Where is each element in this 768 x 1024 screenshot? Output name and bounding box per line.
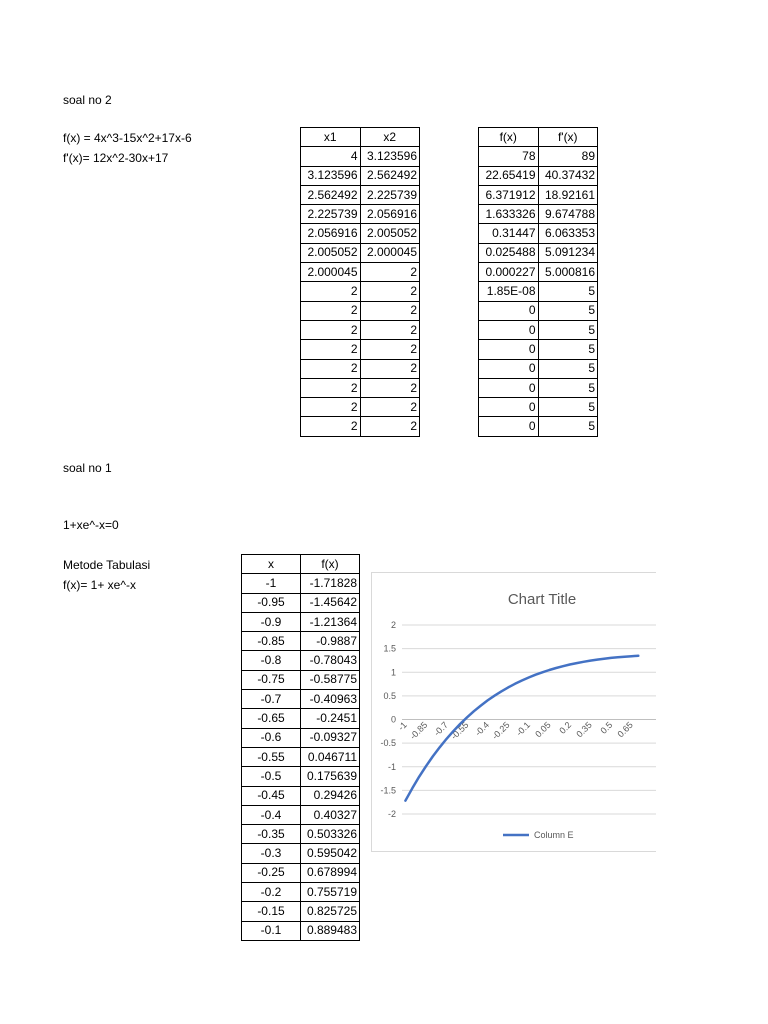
table-cell[interactable]: 2.562492 — [301, 185, 361, 204]
table-cell[interactable]: -0.2451 — [301, 709, 360, 728]
table-cell[interactable]: -0.6 — [242, 728, 301, 747]
table-row — [242, 709, 360, 728]
table-cell[interactable]: -0.75 — [242, 670, 301, 689]
table-cell[interactable]: 5 — [538, 359, 598, 378]
table-cell[interactable]: -0.15 — [242, 902, 301, 921]
table-row — [301, 301, 420, 320]
table-cell[interactable]: 0.000227 — [479, 263, 539, 282]
column-header: f'(x) — [538, 128, 598, 147]
table-cell[interactable]: -0.45 — [242, 786, 301, 805]
table-row — [479, 224, 598, 243]
table-cell[interactable]: 3.123596 — [360, 147, 420, 166]
soal2-label: soal no 2 — [63, 93, 112, 107]
table-row — [242, 612, 360, 631]
table-row — [479, 166, 598, 185]
x-tick-label: 0.2 — [557, 719, 574, 736]
table-row — [301, 359, 420, 378]
table-cell[interactable]: 0 — [479, 340, 539, 359]
table-row — [479, 263, 598, 282]
table-row — [242, 825, 360, 844]
table-cell[interactable]: 0.678994 — [301, 863, 360, 882]
table-row — [479, 398, 598, 417]
table-row — [479, 359, 598, 378]
table-cell[interactable]: -0.85 — [242, 632, 301, 651]
table-cell[interactable]: 2 — [360, 301, 420, 320]
table-cell[interactable]: 0.503326 — [301, 825, 360, 844]
table-cell[interactable]: -0.65 — [242, 709, 301, 728]
table-cell[interactable]: 2.562492 — [360, 166, 420, 185]
x1-x2-table — [300, 127, 420, 437]
table-cell[interactable]: 5 — [538, 340, 598, 359]
column-header: x — [242, 555, 301, 574]
x-tick-label: 0.05 — [533, 719, 553, 740]
table-cell[interactable]: 1.633326 — [479, 205, 539, 224]
x-tick-label: -0.85 — [407, 719, 430, 742]
fx-fprime-table — [478, 127, 598, 437]
table-cell[interactable]: 6.371912 — [479, 185, 539, 204]
table-cell[interactable]: 0 — [479, 378, 539, 397]
table-cell[interactable]: 0 — [479, 359, 539, 378]
table-cell[interactable]: 5 — [538, 378, 598, 397]
table-cell[interactable]: -0.9 — [242, 612, 301, 631]
table-row — [479, 205, 598, 224]
table-row — [301, 224, 420, 243]
table-cell[interactable]: 2 — [360, 359, 420, 378]
table-cell[interactable]: 2.005052 — [360, 224, 420, 243]
table-row — [242, 670, 360, 689]
chart-svg — [372, 573, 656, 852]
table-cell[interactable]: -0.2 — [242, 883, 301, 902]
table-cell[interactable]: -0.3 — [242, 844, 301, 863]
table-cell[interactable]: 2 — [360, 282, 420, 301]
y-tick-label: 1.5 — [383, 643, 396, 654]
table-cell[interactable]: 2 — [360, 340, 420, 359]
line-chart[interactable] — [371, 572, 656, 852]
table-cell[interactable]: -0.58775 — [301, 670, 360, 689]
table-cell[interactable]: 0 — [479, 417, 539, 436]
table-row — [301, 243, 420, 262]
table-cell[interactable]: -0.25 — [242, 863, 301, 882]
legend-label: Column E — [534, 830, 574, 840]
table-cell[interactable]: 0.595042 — [301, 844, 360, 863]
table-cell[interactable]: 2 — [360, 378, 420, 397]
table-cell[interactable]: -0.7 — [242, 690, 301, 709]
table-row — [242, 921, 360, 940]
table-cell[interactable]: -1.45642 — [301, 593, 360, 612]
x-tick-label: 0.35 — [574, 719, 594, 740]
table-cell[interactable]: 2.225739 — [360, 185, 420, 204]
x-tick-label: 0.5 — [598, 719, 615, 736]
table-row — [479, 282, 598, 301]
table-cell[interactable]: 0.40327 — [301, 805, 360, 824]
method-label: Metode Tabulasi — [63, 558, 151, 572]
table-row — [479, 340, 598, 359]
table-row — [242, 863, 360, 882]
table-cell[interactable]: 2 — [301, 398, 361, 417]
table-cell[interactable]: 5.000816 — [538, 263, 598, 282]
column-header: f(x) — [479, 128, 539, 147]
f-tab-definition: f(x)= 1+ xe^-x — [63, 578, 136, 592]
table-cell[interactable]: 1.85E-08 — [479, 282, 539, 301]
table-cell[interactable]: 4 — [301, 147, 361, 166]
column-header: x1 — [301, 128, 361, 147]
table-cell[interactable]: 0 — [479, 398, 539, 417]
table-row — [301, 205, 420, 224]
table-cell[interactable]: 2 — [360, 398, 420, 417]
table-cell[interactable]: 2.000045 — [360, 243, 420, 262]
table-row — [479, 147, 598, 166]
table-row — [242, 902, 360, 921]
table-row — [301, 320, 420, 339]
table-cell[interactable]: 5 — [538, 301, 598, 320]
table-cell[interactable]: 18.92161 — [538, 185, 598, 204]
table-cell[interactable]: 0.31447 — [479, 224, 539, 243]
table-row — [479, 417, 598, 436]
table-cell[interactable]: 2 — [301, 320, 361, 339]
table-cell[interactable]: -0.78043 — [301, 651, 360, 670]
table-cell[interactable]: -0.95 — [242, 593, 301, 612]
table-cell[interactable]: 5 — [538, 398, 598, 417]
table-cell[interactable]: 5 — [538, 320, 598, 339]
table-cell[interactable]: 78 — [479, 147, 539, 166]
y-tick-label: 1 — [390, 667, 396, 678]
table-row — [479, 185, 598, 204]
table-row — [242, 805, 360, 824]
table-row — [301, 263, 420, 282]
table-cell[interactable]: 2 — [301, 282, 361, 301]
y-tick-label: -2 — [387, 809, 396, 819]
y-tick-label: -0.5 — [380, 738, 396, 749]
table-cell[interactable]: -0.8 — [242, 651, 301, 670]
table-cell[interactable]: -0.5 — [242, 767, 301, 786]
table-cell[interactable]: 89 — [538, 147, 598, 166]
table-cell[interactable]: 2 — [360, 320, 420, 339]
y-tick-label: -1.5 — [380, 785, 396, 796]
x-tick-label: -0.7 — [431, 719, 450, 738]
table-row — [242, 728, 360, 747]
table-row — [301, 147, 420, 166]
table-cell[interactable]: 2 — [360, 263, 420, 282]
table-cell[interactable]: -1.71828 — [301, 574, 360, 593]
x-tick-label: -0.25 — [490, 719, 512, 742]
table-cell[interactable]: 2 — [301, 340, 361, 359]
tabulation-table — [241, 554, 360, 941]
table-cell[interactable]: 40.37432 — [538, 166, 598, 185]
table-row — [479, 243, 598, 262]
table-cell[interactable]: 0.025488 — [479, 243, 539, 262]
table-row — [242, 883, 360, 902]
table-row — [242, 747, 360, 766]
x-tick-label: 0.65 — [615, 719, 635, 740]
y-tick-label: -1 — [387, 761, 396, 772]
table-cell[interactable]: 6.063353 — [538, 224, 598, 243]
table-row — [479, 320, 598, 339]
table-row — [242, 651, 360, 670]
table-row — [301, 378, 420, 397]
table-cell[interactable]: 2.056916 — [360, 205, 420, 224]
table-row — [479, 301, 598, 320]
table-cell[interactable]: 2.005052 — [301, 243, 361, 262]
table-cell[interactable]: 0 — [479, 320, 539, 339]
table-row — [301, 340, 420, 359]
table-cell[interactable]: 0.29426 — [301, 786, 360, 805]
table-cell[interactable]: -0.35 — [242, 825, 301, 844]
table-cell[interactable]: 0 — [479, 301, 539, 320]
table-cell[interactable]: 0.755719 — [301, 883, 360, 902]
x-tick-label: -0.1 — [514, 719, 533, 738]
table-cell[interactable]: -0.09327 — [301, 728, 360, 747]
table-row — [242, 767, 360, 786]
fprime-definition: f'(x)= 12x^2-30x+17 — [63, 151, 169, 165]
table-cell[interactable]: 22.65419 — [479, 166, 539, 185]
table-cell[interactable]: 2.000045 — [301, 263, 361, 282]
table-cell[interactable]: 5 — [538, 417, 598, 436]
table-cell[interactable]: 2 — [301, 359, 361, 378]
table-cell[interactable]: 9.674788 — [538, 205, 598, 224]
table-cell[interactable]: 2 — [301, 417, 361, 436]
table-cell[interactable]: 2 — [301, 378, 361, 397]
table-cell[interactable]: -0.1 — [242, 921, 301, 940]
table-cell[interactable]: 0.175639 — [301, 767, 360, 786]
table-cell[interactable]: 2.056916 — [301, 224, 361, 243]
table-row — [242, 593, 360, 612]
table-row — [301, 185, 420, 204]
table-cell[interactable]: 2 — [301, 301, 361, 320]
table-row — [479, 378, 598, 397]
table-cell[interactable]: 0.046711 — [301, 747, 360, 766]
table-cell[interactable]: -0.9887 — [301, 632, 360, 651]
table-row — [242, 690, 360, 709]
table-cell[interactable]: -0.4 — [242, 805, 301, 824]
table-cell[interactable]: 2 — [360, 417, 420, 436]
y-tick-label: 0 — [390, 714, 396, 725]
x-tick-label: -0.4 — [472, 719, 492, 738]
table-cell[interactable]: 5.091234 — [538, 243, 598, 262]
soal1-label: soal no 1 — [63, 461, 112, 475]
table-cell[interactable]: 2.225739 — [301, 205, 361, 224]
column-header: x2 — [360, 128, 420, 147]
table-cell[interactable]: -0.55 — [242, 747, 301, 766]
table-cell[interactable]: -1 — [242, 574, 301, 593]
equation-label: 1+xe^-x=0 — [63, 518, 119, 532]
table-row — [301, 417, 420, 436]
table-cell[interactable]: 0.825725 — [301, 902, 360, 921]
table-cell[interactable]: 3.123596 — [301, 166, 361, 185]
table-cell[interactable]: 5 — [538, 282, 598, 301]
table-cell[interactable]: 0.889483 — [301, 921, 360, 940]
chart-title: Chart Title — [507, 591, 577, 608]
table-row — [242, 574, 360, 593]
y-tick-label: 0.5 — [383, 690, 396, 701]
table-row — [301, 398, 420, 417]
table-cell[interactable]: -0.40963 — [301, 690, 360, 709]
table-row — [242, 786, 360, 805]
table-row — [301, 166, 420, 185]
table-row — [242, 844, 360, 863]
table-cell[interactable]: -1.21364 — [301, 612, 360, 631]
x-tick-label: -1 — [396, 719, 409, 733]
column-header: f(x) — [301, 555, 360, 574]
table-row — [242, 632, 360, 651]
y-tick-label: 2 — [390, 620, 396, 630]
f-definition: f(x) = 4x^3-15x^2+17x-6 — [63, 131, 192, 145]
x-tick-label: -0.55 — [448, 719, 471, 742]
table-row — [301, 282, 420, 301]
